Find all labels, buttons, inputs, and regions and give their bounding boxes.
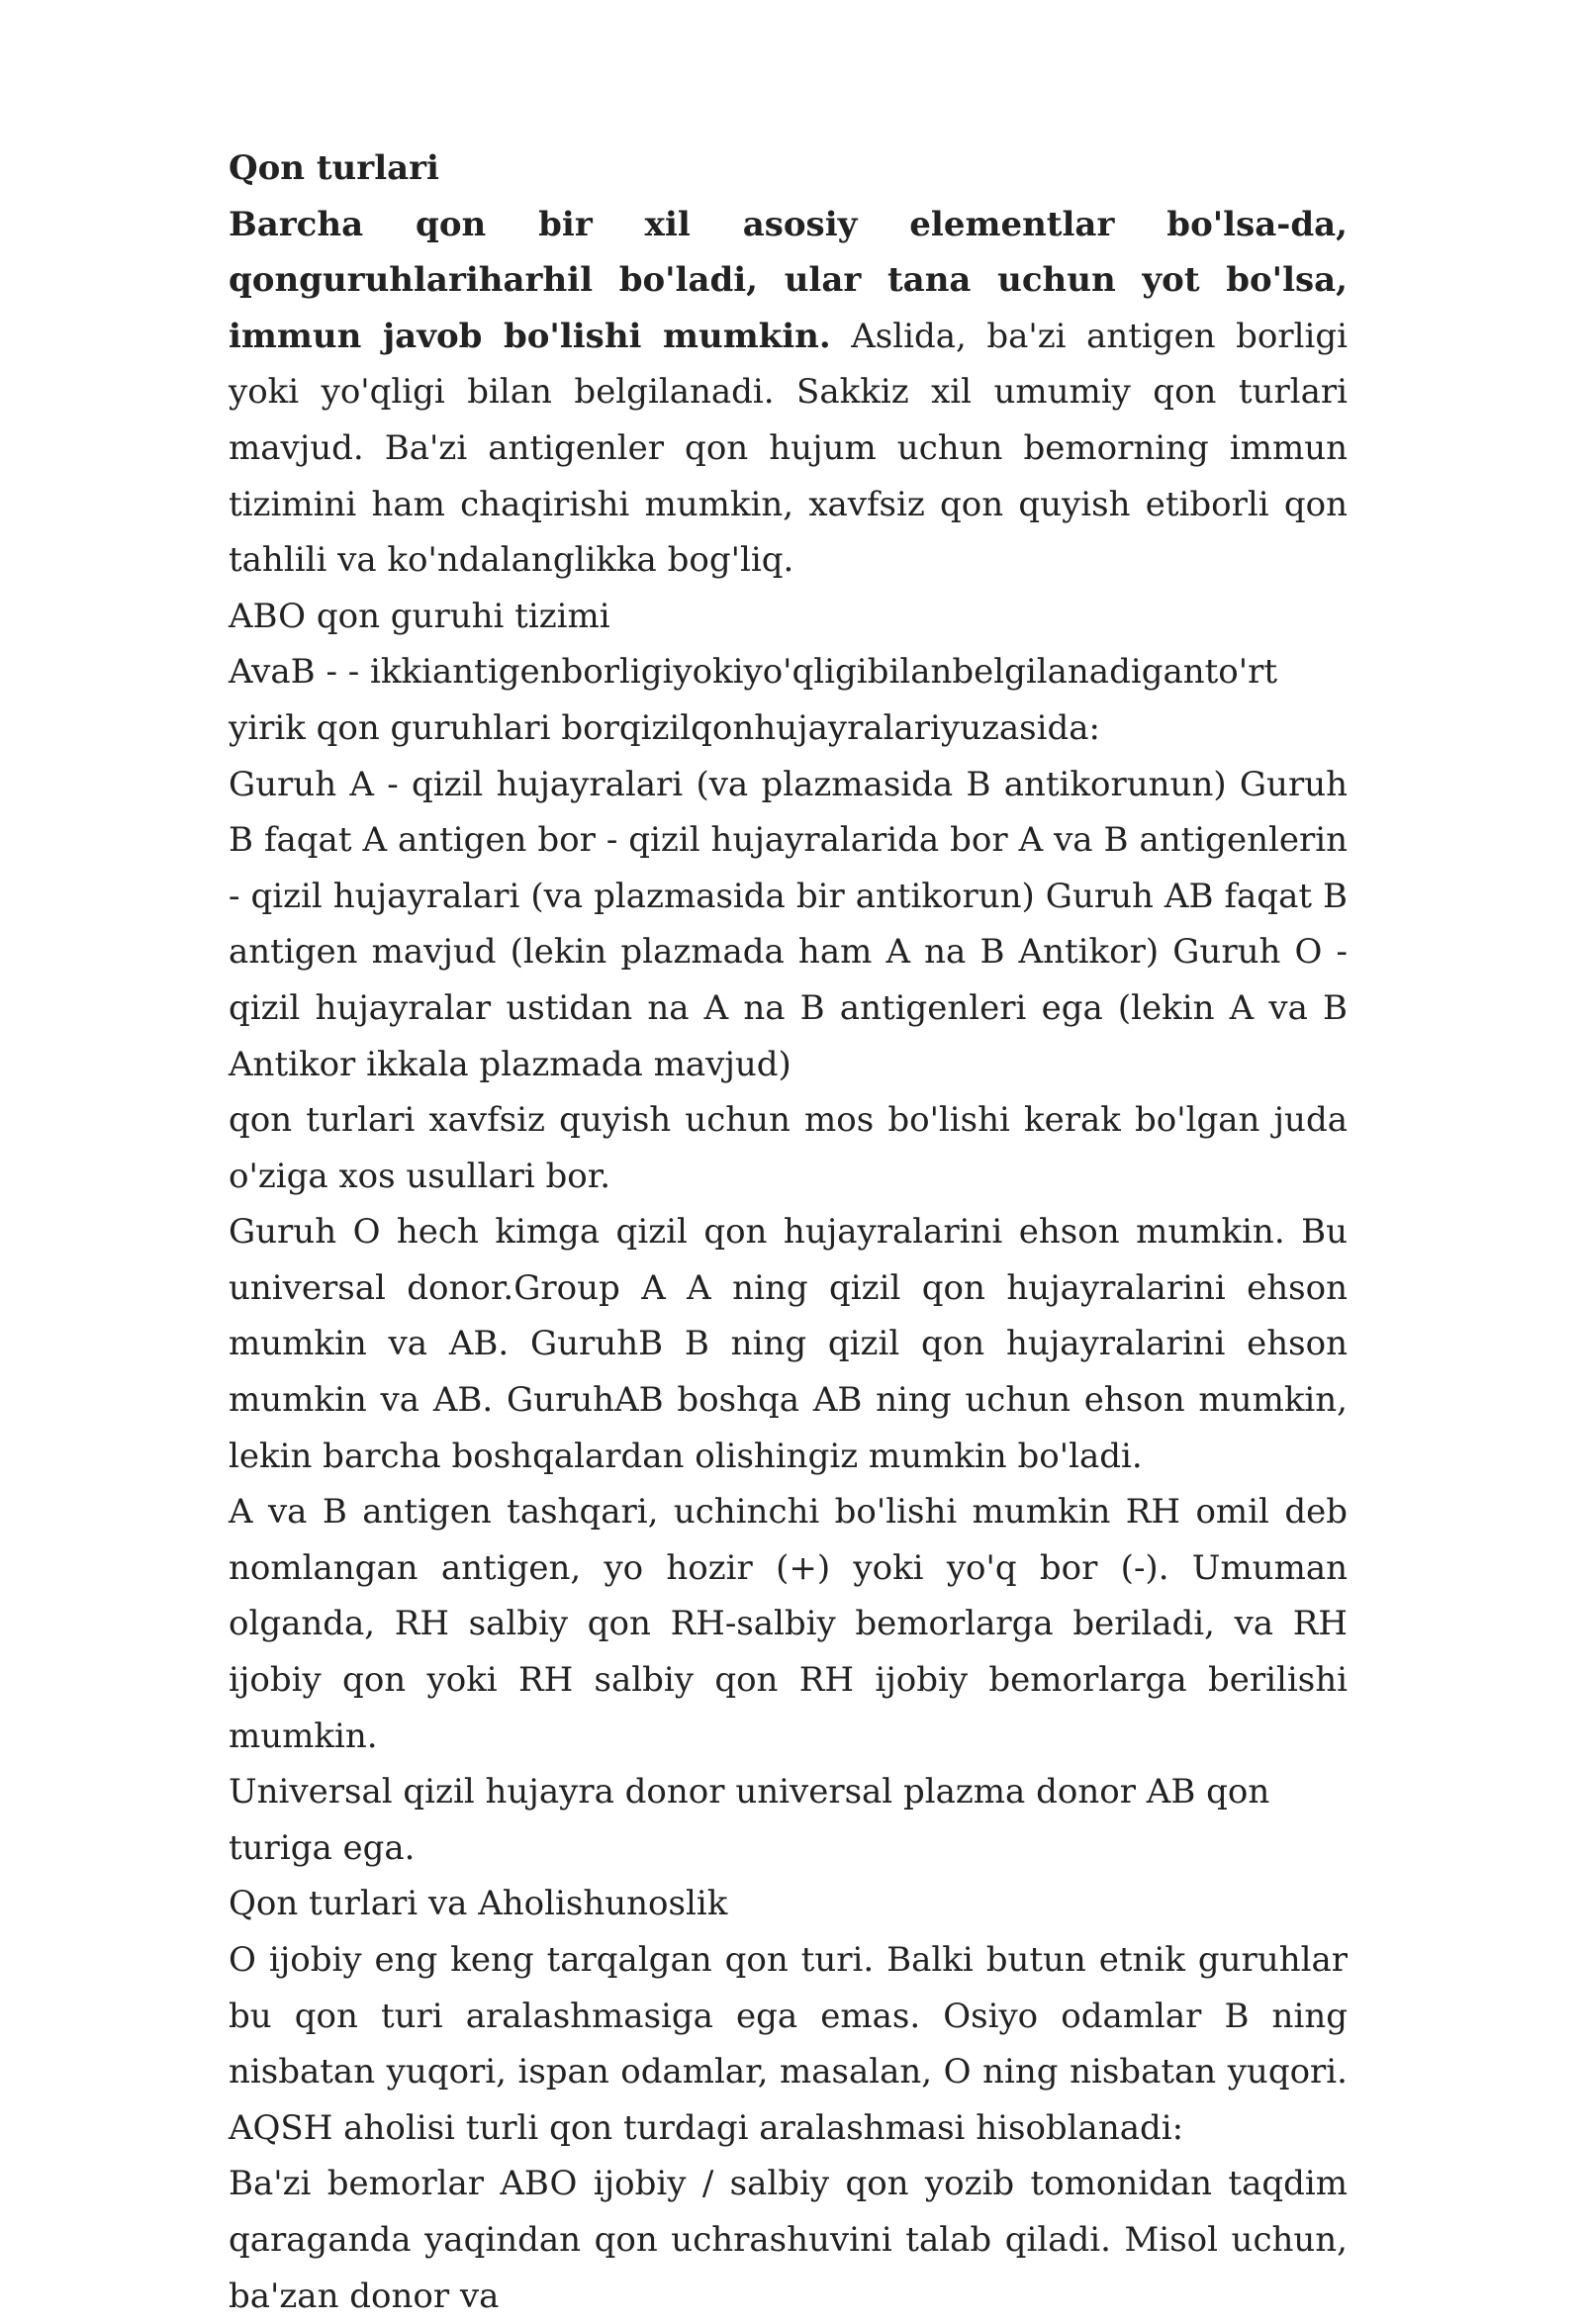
intro-rest-text: Aslida, ba'zi antigen borligi yoki yo'qligi bilan belgilanadi. Sakkiz xil umumiy qon turlari mavjud. Ba'zi antigenler qon hujum uchun bemorning immun tizimini ham chaqirishi mumkin, xavfsiz qon quyish etiborli qon tahlili va ko'ndalanglikka bog'liq.	[229, 316, 1348, 581]
population-heading: Qon turlari va Aholishunoslik	[229, 1884, 728, 1924]
population-paragraph: O ijobiy eng keng tarqalgan qon turi. Balki butun etnik guruhlar bu qon turi aralashmasiga ega emas. Osiyo odamlar B ning nisbatan yuqori, ispan odamlar, masalan, O ning nisbatan yuqori. AQSH aholisi turli qon turdagi aralashmasi hisoblanadi:	[229, 1940, 1348, 2148]
matching-paragraph: Ba'zi bemorlar ABO ijobiy / salbiy qon yozib tomonidan taqdim qaraganda yaqindan qon uchrashuvini talab qiladi. Misol uchun, ba'zan donor va	[229, 2164, 1348, 2316]
abo-system-heading: ABO qon guruhi tizimi	[229, 596, 610, 636]
transfusion-methods-paragraph: qon turlari xavfsiz quyish uchun mos bo'lishi kerak bo'lgan juda o'ziga xos usullari bor.	[229, 1100, 1348, 1196]
rh-factor-paragraph: A va B antigen tashqari, uchinchi bo'lishi mumkin RH omil deb nomlangan antigen, yo hozir (+) yoki yo'q bor (-). Umuman olganda, RH salbiy qon RH-salbiy bemorlarga beriladi, va RH ijobiy qon yoki RH salbiy qon RH ijobiy bemorlarga berilishi mumkin.	[229, 1492, 1348, 1756]
donor-paragraph: Guruh O hech kimga qizil qon hujayralarini ehson mumkin. Bu universal donor.Group A A ning qizil qon hujayralarini ehson mumkin va AB. GuruhB B ning qizil qon hujayralarini ehson mumkin va AB. GuruhAB boshqa AB ning uchun ehson mumkin, lekin barcha boshqalardan olishingiz mumkin bo'ladi.	[229, 1212, 1348, 1476]
intro-bold-text: Barcha qon bir xil asosiy elementlar bo'lsa-da, qonguruhlariharhil bo'ladi, ular tana uchun yot bo'lsa, immun javob bo'lishi mumkin.	[229, 204, 1348, 356]
intro-paragraph	[229, 197, 1348, 589]
document-title: Qon turlari	[229, 148, 439, 188]
document-page	[229, 140, 1348, 2324]
avab-paragraph: AvaB - - ikkiantigenborligiyokiyo'qligibilanbelgilanadiganto'rt yirik qon guruhlari borqizilqonhujayralariyuzasida:	[229, 652, 1278, 748]
universal-donor-paragraph: Universal qizil hujayra donor universal plazma donor AB qon turiga ega.	[229, 1772, 1270, 1868]
blood-groups-paragraph: Guruh A - qizil hujayralari (va plazmasida B antikorunun) Guruh B faqat A antigen bor - qizil hujayralarida bor A va B antigenlerin - qizil hujayralari (va plazmasida bir antikorun) Guruh AB faqat B antigen mavjud (lekin plazmada ham A na B Antikor) Guruh O - qizil hujayralar ustidan na A na B antigenleri ega (lekin A va B Antikor ikkala plazmada mavjud)	[229, 764, 1348, 1084]
